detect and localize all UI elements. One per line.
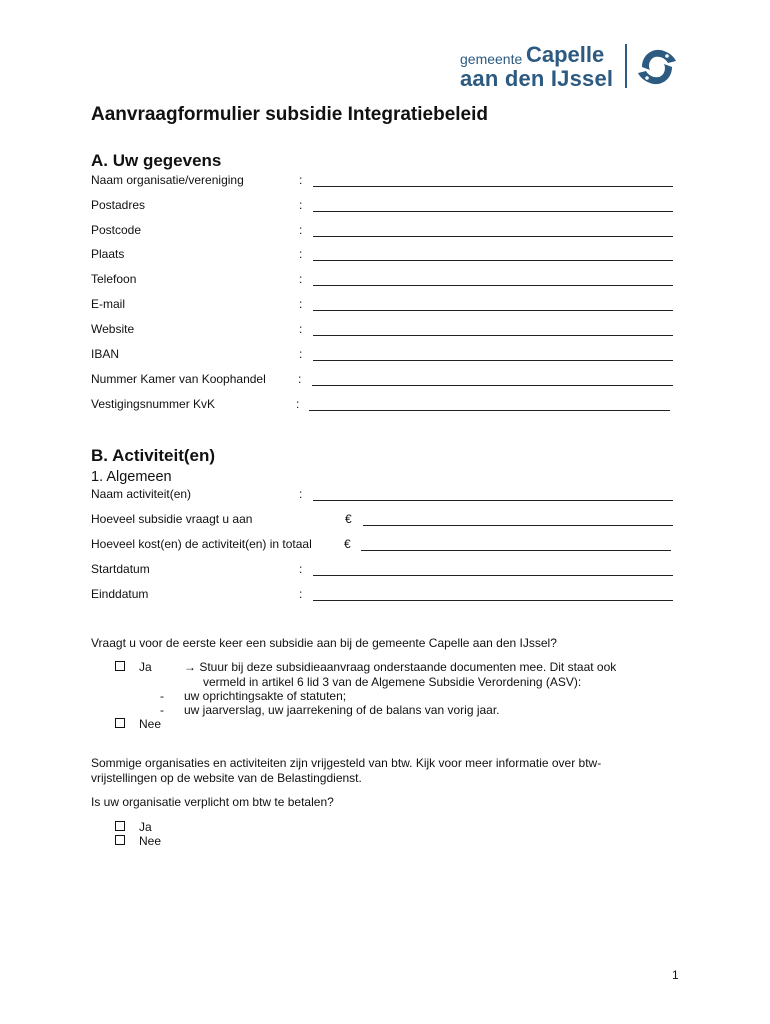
field-label: Plaats: [91, 247, 125, 261]
vat-exemption-info: [91, 756, 671, 786]
yes-instruction-line-1: → Stuur bij deze subsidieaanvraag onderstaande documenten mee. Dit staat ook: [184, 660, 617, 674]
field-chamber-of-commerce-number: [91, 372, 673, 388]
field-label: IBAN: [91, 347, 120, 361]
field-phone: [91, 272, 673, 288]
first-time-no-option[interactable]: [115, 717, 161, 732]
field-website: [91, 322, 673, 338]
field-organisation-name: [91, 173, 673, 189]
fill-in-line[interactable]: [313, 500, 673, 501]
required-document-item: [160, 689, 164, 704]
vat-no-option[interactable]: [115, 834, 161, 849]
page-number: 1: [672, 968, 679, 982]
field-iban: [91, 347, 673, 363]
municipality-logo: [460, 40, 700, 96]
fill-in-line[interactable]: [309, 410, 670, 411]
first-time-question: Vraagt u voor de eerste keer een subsidie aan bij de gemeente Capelle aan den IJssel?: [91, 636, 557, 650]
field-separator: :: [299, 347, 303, 361]
field-postcode: [91, 223, 673, 239]
vat-obligation-question: Is uw organisatie verplicht om btw te betalen?: [91, 795, 334, 809]
option-label: Ja: [139, 820, 152, 834]
field-end-date: [91, 587, 673, 603]
field-separator: :: [299, 223, 303, 237]
required-document-item: [160, 703, 164, 718]
fill-in-line[interactable]: [361, 550, 671, 551]
fill-in-line[interactable]: [363, 525, 673, 526]
field-label: E-mail: [91, 297, 126, 311]
field-label: Telefoon: [91, 272, 137, 286]
first-time-yes-option[interactable]: [115, 660, 152, 675]
option-label: Nee: [139, 717, 162, 731]
field-label: Einddatum: [91, 587, 149, 601]
field-postal-address: [91, 198, 673, 214]
fill-in-line[interactable]: [313, 335, 673, 336]
field-city: [91, 247, 673, 263]
field-activity-name: [91, 487, 673, 503]
fill-in-line[interactable]: [313, 575, 673, 576]
field-separator: :: [299, 487, 303, 501]
logo-divider: [625, 44, 627, 88]
currency-symbol: €: [345, 512, 352, 526]
field-separator: :: [299, 198, 303, 212]
option-label: Nee: [139, 834, 162, 848]
field-separator: :: [299, 173, 303, 187]
fill-in-line[interactable]: [313, 186, 673, 187]
field-kvk-branch-number: [91, 397, 673, 413]
vat-info-line-2: vrijstellingen op de website van de Belastingdienst.: [91, 771, 362, 785]
field-label: Postadres: [91, 198, 146, 212]
list-dash: -: [160, 689, 164, 703]
logo-word-gemeente: gemeente: [460, 51, 523, 67]
field-separator: :: [296, 397, 300, 411]
field-separator: :: [299, 562, 303, 576]
field-separator: :: [299, 297, 303, 311]
field-label: Website: [91, 322, 135, 336]
vat-yes-option[interactable]: [115, 820, 152, 835]
yes-instruction-line-2: vermeld in artikel 6 lid 3 van de Algemene Subsidie Verordening (ASV):: [203, 675, 582, 689]
field-label: Hoeveel kost(en) de activiteit(en) in totaal: [91, 537, 312, 551]
field-separator: :: [299, 272, 303, 286]
field-label: Vestigingsnummer KvK: [91, 397, 216, 411]
field-separator: :: [299, 322, 303, 336]
checkbox[interactable]: [115, 661, 125, 671]
required-document-text: uw oprichtingsakte of statuten;: [184, 689, 347, 703]
fill-in-line[interactable]: [313, 260, 673, 261]
fill-in-line[interactable]: [313, 600, 673, 601]
fill-in-line[interactable]: [313, 285, 673, 286]
field-label: Naam organisatie/vereniging: [91, 173, 244, 187]
field-label: Hoeveel subsidie vraagt u aan: [91, 512, 253, 526]
field-separator: :: [299, 247, 303, 261]
field-separator: :: [298, 372, 302, 386]
fill-in-line[interactable]: [313, 236, 673, 237]
field-label: Postcode: [91, 223, 142, 237]
field-label: Naam activiteit(en): [91, 487, 192, 501]
logo-word-capelle: Capelle: [526, 42, 605, 67]
field-label: Startdatum: [91, 562, 150, 576]
checkbox[interactable]: [115, 821, 125, 831]
section-a-title: A. Uw gegevens: [91, 151, 222, 170]
required-document-text: uw jaarverslag, uw jaarrekening of de balans van vorig jaar.: [184, 703, 500, 717]
document-title: Aanvraagformulier subsidie Integratiebeleid: [91, 104, 488, 125]
fill-in-line[interactable]: [313, 360, 673, 361]
checkbox[interactable]: [115, 835, 125, 845]
fill-in-line[interactable]: [313, 211, 673, 212]
section-b-title: B. Activiteit(en): [91, 446, 216, 465]
checkbox[interactable]: [115, 718, 125, 728]
currency-symbol: €: [344, 537, 351, 551]
fill-in-line[interactable]: [312, 385, 673, 386]
field-separator: :: [299, 587, 303, 601]
field-total-cost: [91, 537, 673, 553]
vat-info-line-1: Sommige organisaties en activiteiten zijn vrijgesteld van btw. Kijk voor meer informatie over btw-: [91, 756, 602, 770]
field-subsidy-amount: [91, 512, 673, 528]
option-label: Ja: [139, 660, 152, 674]
field-email: [91, 297, 673, 313]
fill-in-line[interactable]: [313, 310, 673, 311]
logo-word-aan-den-ijssel: aan den IJssel: [460, 66, 614, 91]
field-start-date: [91, 562, 673, 578]
section-b-subtitle: 1. Algemeen: [91, 469, 172, 485]
list-dash: -: [160, 703, 164, 717]
fish-emblem-icon: [632, 42, 682, 92]
field-label: Nummer Kamer van Koophandel: [91, 372, 266, 386]
